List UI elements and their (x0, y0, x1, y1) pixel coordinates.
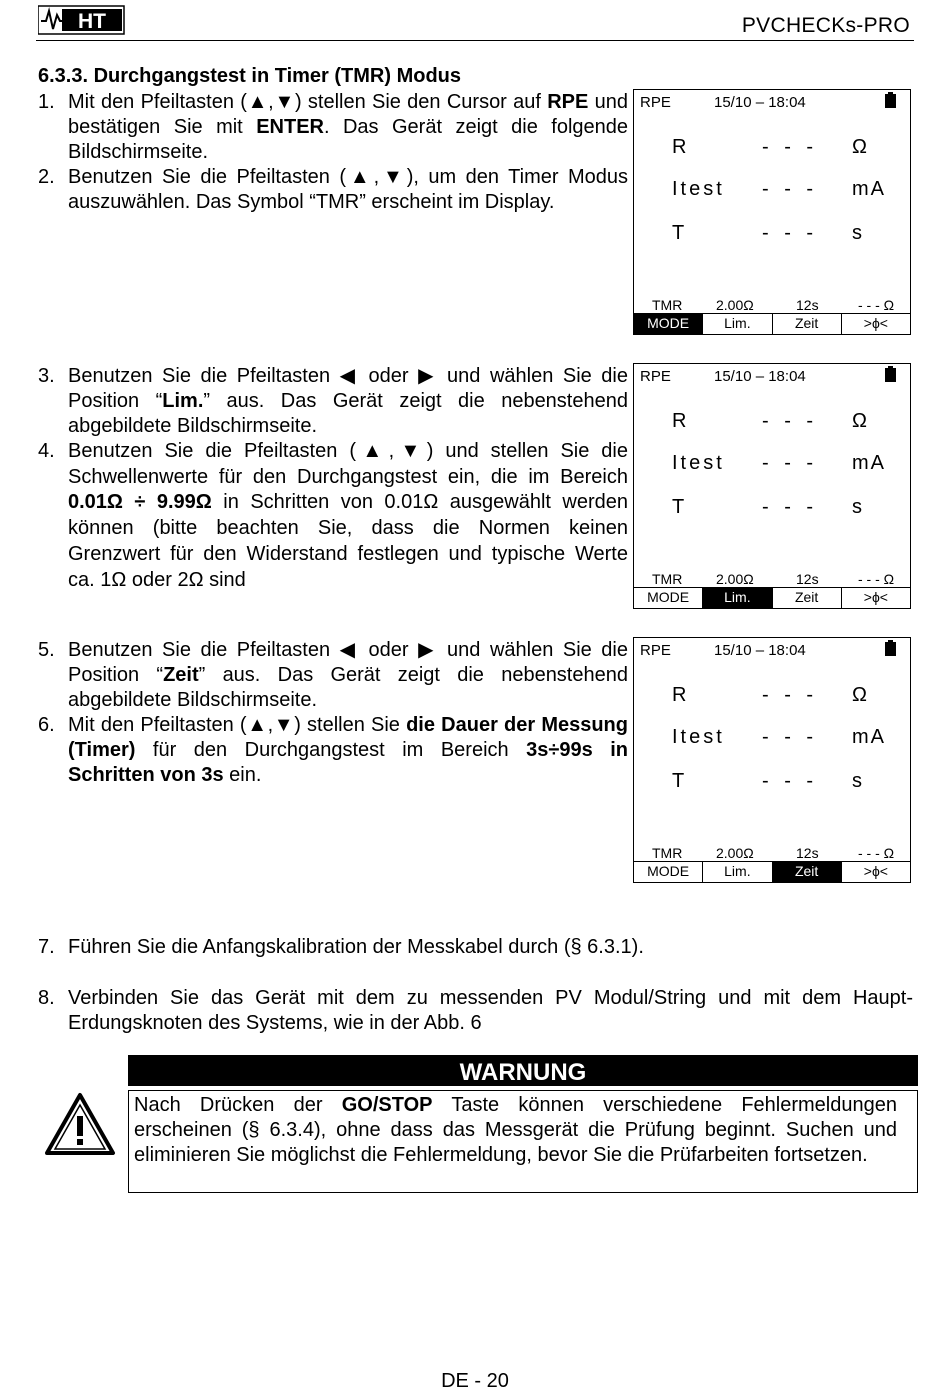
step-number: 4. (38, 440, 55, 462)
step-text (68, 935, 913, 960)
bold-text: Lim. (162, 390, 204, 412)
status-field: TMR (652, 297, 683, 313)
step-text (68, 90, 628, 165)
warning-title: WARNUNG (128, 1055, 918, 1086)
measure-row (634, 770, 910, 796)
screen-menu (634, 861, 910, 882)
measure-row (634, 726, 910, 752)
step-number: 1. (38, 91, 55, 113)
menu-item-zeit[interactable]: Zeit (772, 314, 841, 334)
header-title: PVCHECKs-PRO (741, 14, 910, 37)
step-5 (38, 638, 628, 713)
bold-text: 3s÷99s in Schritten von 3s (68, 739, 629, 786)
step-number: 5. (38, 639, 55, 661)
text-run: Führen Sie die Anfangskalibration der Messkabel durch (§ 6.3.1). (68, 936, 644, 958)
screen-status-bar (634, 843, 910, 861)
text-run: Benutzen Sie die Pfeiltasten (▲,▼) und stellen Sie die Schwellenwerte für den Durchgangstest ein, die im Bereich (68, 440, 628, 488)
step-text (68, 713, 628, 788)
measure-row (634, 136, 910, 162)
measure-value: - - - (762, 496, 819, 518)
status-field: 12s (796, 571, 819, 587)
measure-value: - - - (762, 222, 819, 244)
menu-item-mode[interactable]: MODE (647, 863, 690, 879)
measure-label: Itest (672, 452, 725, 474)
screen-menu (634, 587, 910, 608)
menu-item-zeit[interactable]: Zeit (772, 862, 841, 882)
text-run: ” aus. Das Gerät zeigt die nebenstehend abgebildete Bildschirmseite. (68, 390, 628, 437)
step-3 (38, 364, 628, 439)
lcd-screen-zeit (633, 637, 911, 883)
text-run: Taste können verschiedene Fehlermeldungen erscheinen (§ 6.3.4), ohne dass das Messgerät die Prüfung beginnt. Suchen und eliminieren Sie möglichst die Fehlermeldung, bevor Sie die Prüfarbeiten fortsetzen. (134, 1094, 897, 1166)
step-7 (38, 935, 913, 960)
status-field: TMR (652, 571, 683, 587)
measure-value: - - - (762, 410, 819, 432)
measure-unit: Ω (852, 410, 869, 432)
text-run: Mit den Pfeiltasten (▲,▼) stellen Sie den Cursor auf (68, 91, 548, 113)
measure-row (634, 452, 910, 478)
screen-topbar (634, 364, 910, 386)
screen-mode-label: RPE (640, 94, 671, 111)
step-text (68, 364, 628, 439)
text-run: . Das Gerät zeigt die folgende Bildschirmseite. (68, 116, 628, 163)
measure-value: - - - (762, 684, 819, 706)
battery-icon (885, 366, 896, 382)
measure-row (634, 178, 910, 204)
measure-label: Itest (672, 178, 725, 200)
screen-status-bar (634, 295, 910, 313)
step-number: 7. (38, 936, 55, 958)
measure-unit: s (852, 496, 864, 518)
menu-item-lim[interactable]: Lim. (702, 314, 771, 334)
text-run: Verbinden Sie das Gerät mit dem zu messenden PV Modul/String und mit dem Haupt-Erdungsknoten des Systems, wie in der Abb. 6 (68, 987, 913, 1034)
battery-icon (885, 92, 896, 108)
screen-datetime: 15/10 – 18:04 (714, 368, 806, 385)
step-number: 6. (38, 714, 55, 736)
measure-label: Itest (672, 726, 725, 748)
text-run: Mit den Pfeiltasten (▲,▼) stellen Sie (68, 714, 407, 736)
status-field: - - - Ω (858, 297, 895, 313)
bold-text: ENTER (256, 116, 324, 138)
page-number: DE - 20 (441, 1370, 509, 1392)
lcd-screen-mode (633, 89, 911, 335)
screen-datetime: 15/10 – 18:04 (714, 642, 806, 659)
menu-item-mode[interactable]: MODE (647, 589, 690, 605)
menu-item-zeit[interactable]: Zeit (772, 588, 841, 608)
status-field: - - - Ω (858, 571, 895, 587)
step-2 (38, 165, 628, 215)
bold-text: Zeit (163, 664, 199, 686)
text-run: Benutzen Sie die Pfeiltasten ◀ oder ▶ und wählen Sie die Position “ (68, 365, 628, 412)
measure-unit: Ω (852, 684, 869, 706)
measure-row (634, 222, 910, 248)
menu-item-[interactable]: >ϕ< (841, 862, 910, 882)
measure-label: R (672, 136, 690, 158)
step-6 (38, 713, 628, 788)
text-run: in Schritten von 0.01Ω ausgewählt werden können (bitte beachten Sie, dass die Normen keinen Grenzwert für den Widerstand festlegen und typische Werte ca. 1Ω oder 2Ω sind (68, 491, 628, 591)
text-run: Benutzen Sie die Pfeiltasten ◀ oder ▶ und wählen Sie die Position “ (68, 639, 628, 686)
measure-value: - - - (762, 726, 819, 748)
measure-unit: s (852, 770, 864, 792)
section-title: 6.3.3. Durchgangstest in Timer (TMR) Modus (38, 65, 462, 87)
bold-text: die Dauer der Messung (Timer) (68, 714, 628, 761)
measure-unit: Ω (852, 136, 869, 158)
status-field: TMR (652, 845, 683, 861)
battery-icon (885, 640, 896, 656)
step-text (68, 439, 628, 593)
step-text (68, 165, 628, 215)
step-text (68, 638, 628, 713)
measure-value: - - - (762, 452, 819, 474)
menu-item-lim[interactable]: Lim. (702, 862, 771, 882)
text-run: Nach Drücken der (134, 1094, 342, 1116)
menu-item-[interactable]: >ϕ< (841, 588, 910, 608)
status-field: 2.00Ω (716, 297, 754, 313)
text-run: ein. (223, 764, 262, 786)
step-1 (38, 90, 628, 165)
measure-label: T (672, 496, 688, 518)
lcd-screen-lim (633, 363, 911, 609)
status-field: - - - Ω (858, 845, 895, 861)
bold-text: GO/STOP (341, 1094, 433, 1116)
screen-menu (634, 313, 910, 334)
measure-value: - - - (762, 178, 819, 200)
step-number: 2. (38, 166, 55, 188)
screen-status-bar (634, 569, 910, 587)
step-4 (38, 439, 628, 593)
measure-row (634, 496, 910, 522)
step-8 (38, 986, 913, 1036)
status-field: 12s (796, 845, 819, 861)
measure-row (634, 410, 910, 436)
logo-text: HT (78, 10, 106, 33)
screen-mode-label: RPE (640, 368, 671, 385)
measure-unit: mA (852, 178, 886, 200)
step-number: 3. (38, 365, 55, 387)
screen-datetime: 15/10 – 18:04 (714, 94, 806, 111)
bold-text: 0.01Ω ÷ 9.99Ω (68, 491, 212, 514)
measure-label: T (672, 770, 688, 792)
status-field: 12s (796, 297, 819, 313)
warning-triangle-icon (44, 1092, 116, 1156)
text-run: für den Durchgangstest im Bereich (135, 739, 527, 761)
warning-text (128, 1090, 918, 1193)
status-field: 2.00Ω (716, 845, 754, 861)
screen-topbar (634, 90, 910, 112)
measure-unit: s (852, 222, 864, 244)
measure-label: T (672, 222, 688, 244)
measure-label: R (672, 410, 690, 432)
menu-item-[interactable]: >ϕ< (841, 314, 910, 334)
menu-item-mode[interactable]: MODE (634, 314, 702, 334)
step-number: 8. (38, 987, 55, 1009)
header-divider (36, 40, 914, 41)
measure-label: R (672, 684, 690, 706)
ht-logo (38, 5, 126, 35)
text-run: und bestätigen Sie mit (68, 91, 628, 138)
menu-item-lim[interactable]: Lim. (702, 588, 771, 608)
status-field: 2.00Ω (716, 571, 754, 587)
measure-unit: mA (852, 726, 886, 748)
text-run: ” aus. Das Gerät zeigt die nebenstehend abgebildete Bildschirmseite. (68, 664, 628, 711)
text-run: Benutzen Sie die Pfeiltasten (▲,▼), um den Timer Modus auszuwählen. Das Symbol “TMR” erscheint im Display. (68, 166, 628, 213)
measure-unit: mA (852, 452, 886, 474)
measure-value: - - - (762, 770, 819, 792)
screen-mode-label: RPE (640, 642, 671, 659)
bold-text: RPE (547, 91, 589, 113)
measure-row (634, 684, 910, 710)
step-text (68, 986, 913, 1036)
screen-topbar (634, 638, 910, 660)
measure-value: - - - (762, 136, 819, 158)
